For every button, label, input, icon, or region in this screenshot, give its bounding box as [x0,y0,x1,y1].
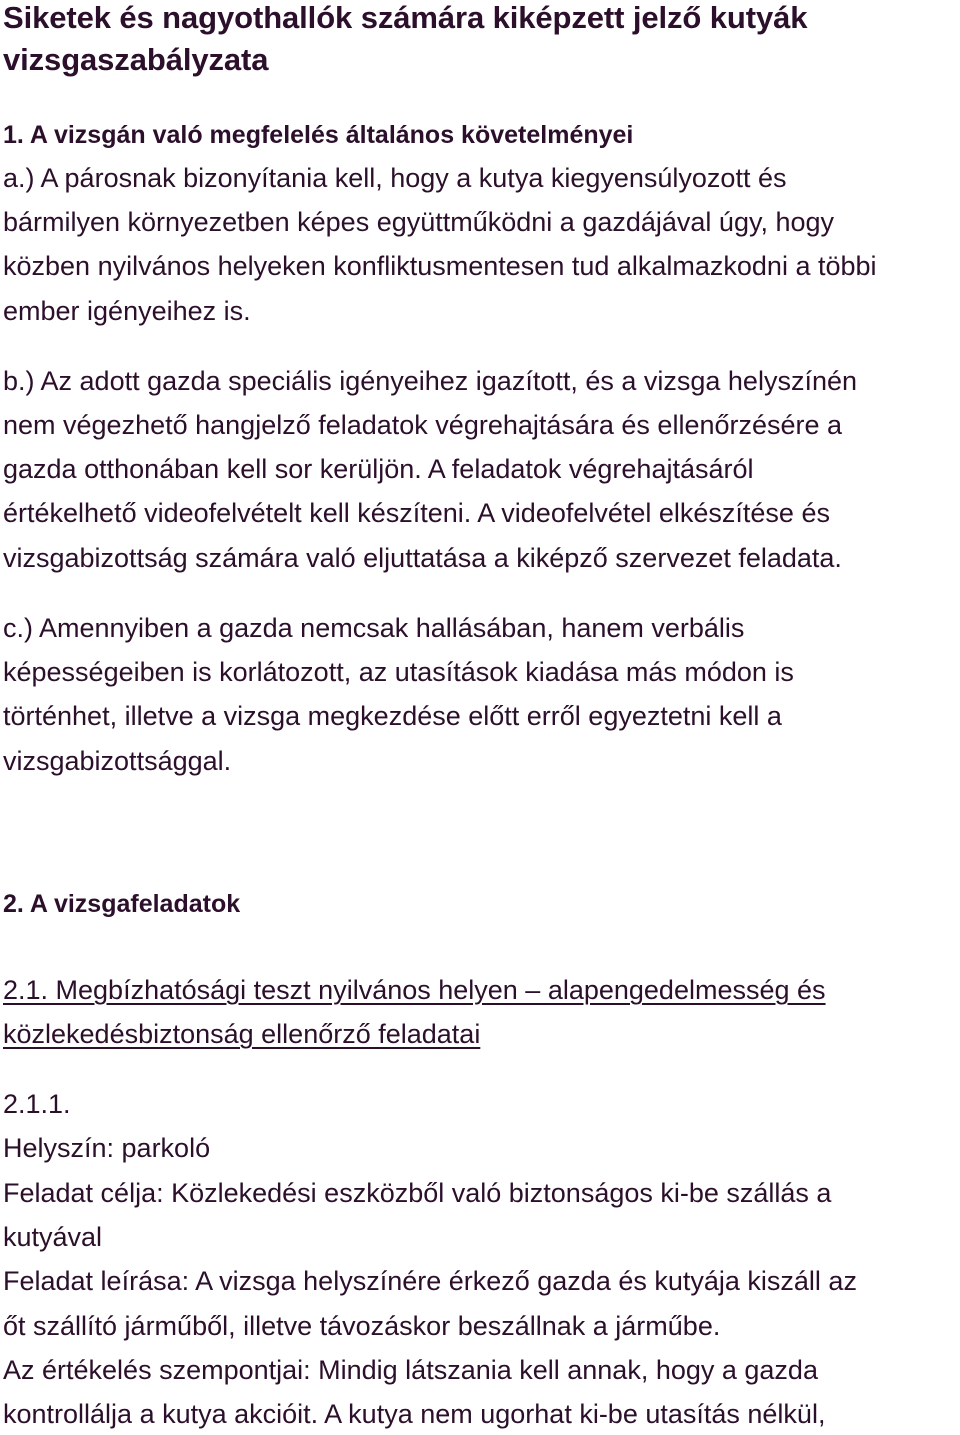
paragraph-b-line: gazda otthonában kell sor kerüljön. A feladatok végrehajtásáról [3,454,754,484]
item-description-line: őt szállító járműből, illetve távozáskor beszállnak a járműbe. [3,1311,721,1341]
paragraph-c-line: képességeiben is korlátozott, az utasítások kiadása más módon is [3,657,794,687]
section-2-heading: 2. A vizsgafeladatok [3,890,241,918]
paragraph-b-line: b.) Az adott gazda speciális igényeihez igazított, és a vizsga helyszínén [3,366,857,396]
paragraph-a-line: a.) A párosnak bizonyítania kell, hogy a kutya kiegyensúlyozott és [3,163,787,193]
paragraph-c-line: történhet, illetve a vizsga megkezdése előtt erről egyeztetni kell a [3,701,782,731]
paragraph-a-line: közben nyilvános helyeken konfliktusmentesen tud alkalmazkodni a többi [3,251,877,281]
document-title-line-2: vizsgaszabályzata [3,42,269,77]
paragraph-a-line: bármilyen környezetben képes együttműködni a gazdájával úgy, hogy [3,207,835,237]
item-evaluation-line: Az értékelés szempontjai: Mindig látszania kell annak, hogy a gazda [3,1355,818,1385]
paragraph-c-line: vizsgabizottsággal. [3,746,232,776]
document-title-line-1: Siketek és nagyothallók számára kiképzett jelző kutyák [3,0,808,35]
item-location: Helyszín: parkoló [3,1133,211,1163]
paragraph-c-line: c.) Amennyiben a gazda nemcsak hallásában, hanem verbális [3,613,745,643]
paragraph-a-line: ember igényeihez is. [3,296,251,326]
item-evaluation-line: kontrollálja a kutya akcióit. A kutya nem ugorhat ki-be utasítás nélkül, [3,1399,826,1429]
subsection-2-1-heading: közlekedésbiztonság ellenőrző feladatai [3,1019,481,1049]
paragraph-b-line: vizsgabizottság számára való eljuttatása a kiképző szervezet feladata. [3,543,842,573]
paragraph-b-line: nem végezhető hangjelző feladatok végrehajtására és ellenőrzésére a [3,410,843,440]
item-goal-line: kutyával [3,1222,103,1252]
item-description-line: Feladat leírása: A vizsga helyszínére érkező gazda és kutyája kiszáll az [3,1266,857,1296]
item-goal-line: Feladat célja: Közlekedési eszközből való biztonságos ki-be szállás a [3,1178,832,1208]
item-number: 2.1.1. [3,1089,71,1119]
paragraph-b-line: értékelhető videofelvételt kell készíteni. A videofelvétel elkészítése és [3,498,830,528]
subsection-2-1-heading: 2.1. Megbízhatósági teszt nyilvános helyen – alapengedelmesség és [3,975,826,1005]
section-1-heading: 1. A vizsgán való megfelelés általános követelményei [3,121,634,149]
